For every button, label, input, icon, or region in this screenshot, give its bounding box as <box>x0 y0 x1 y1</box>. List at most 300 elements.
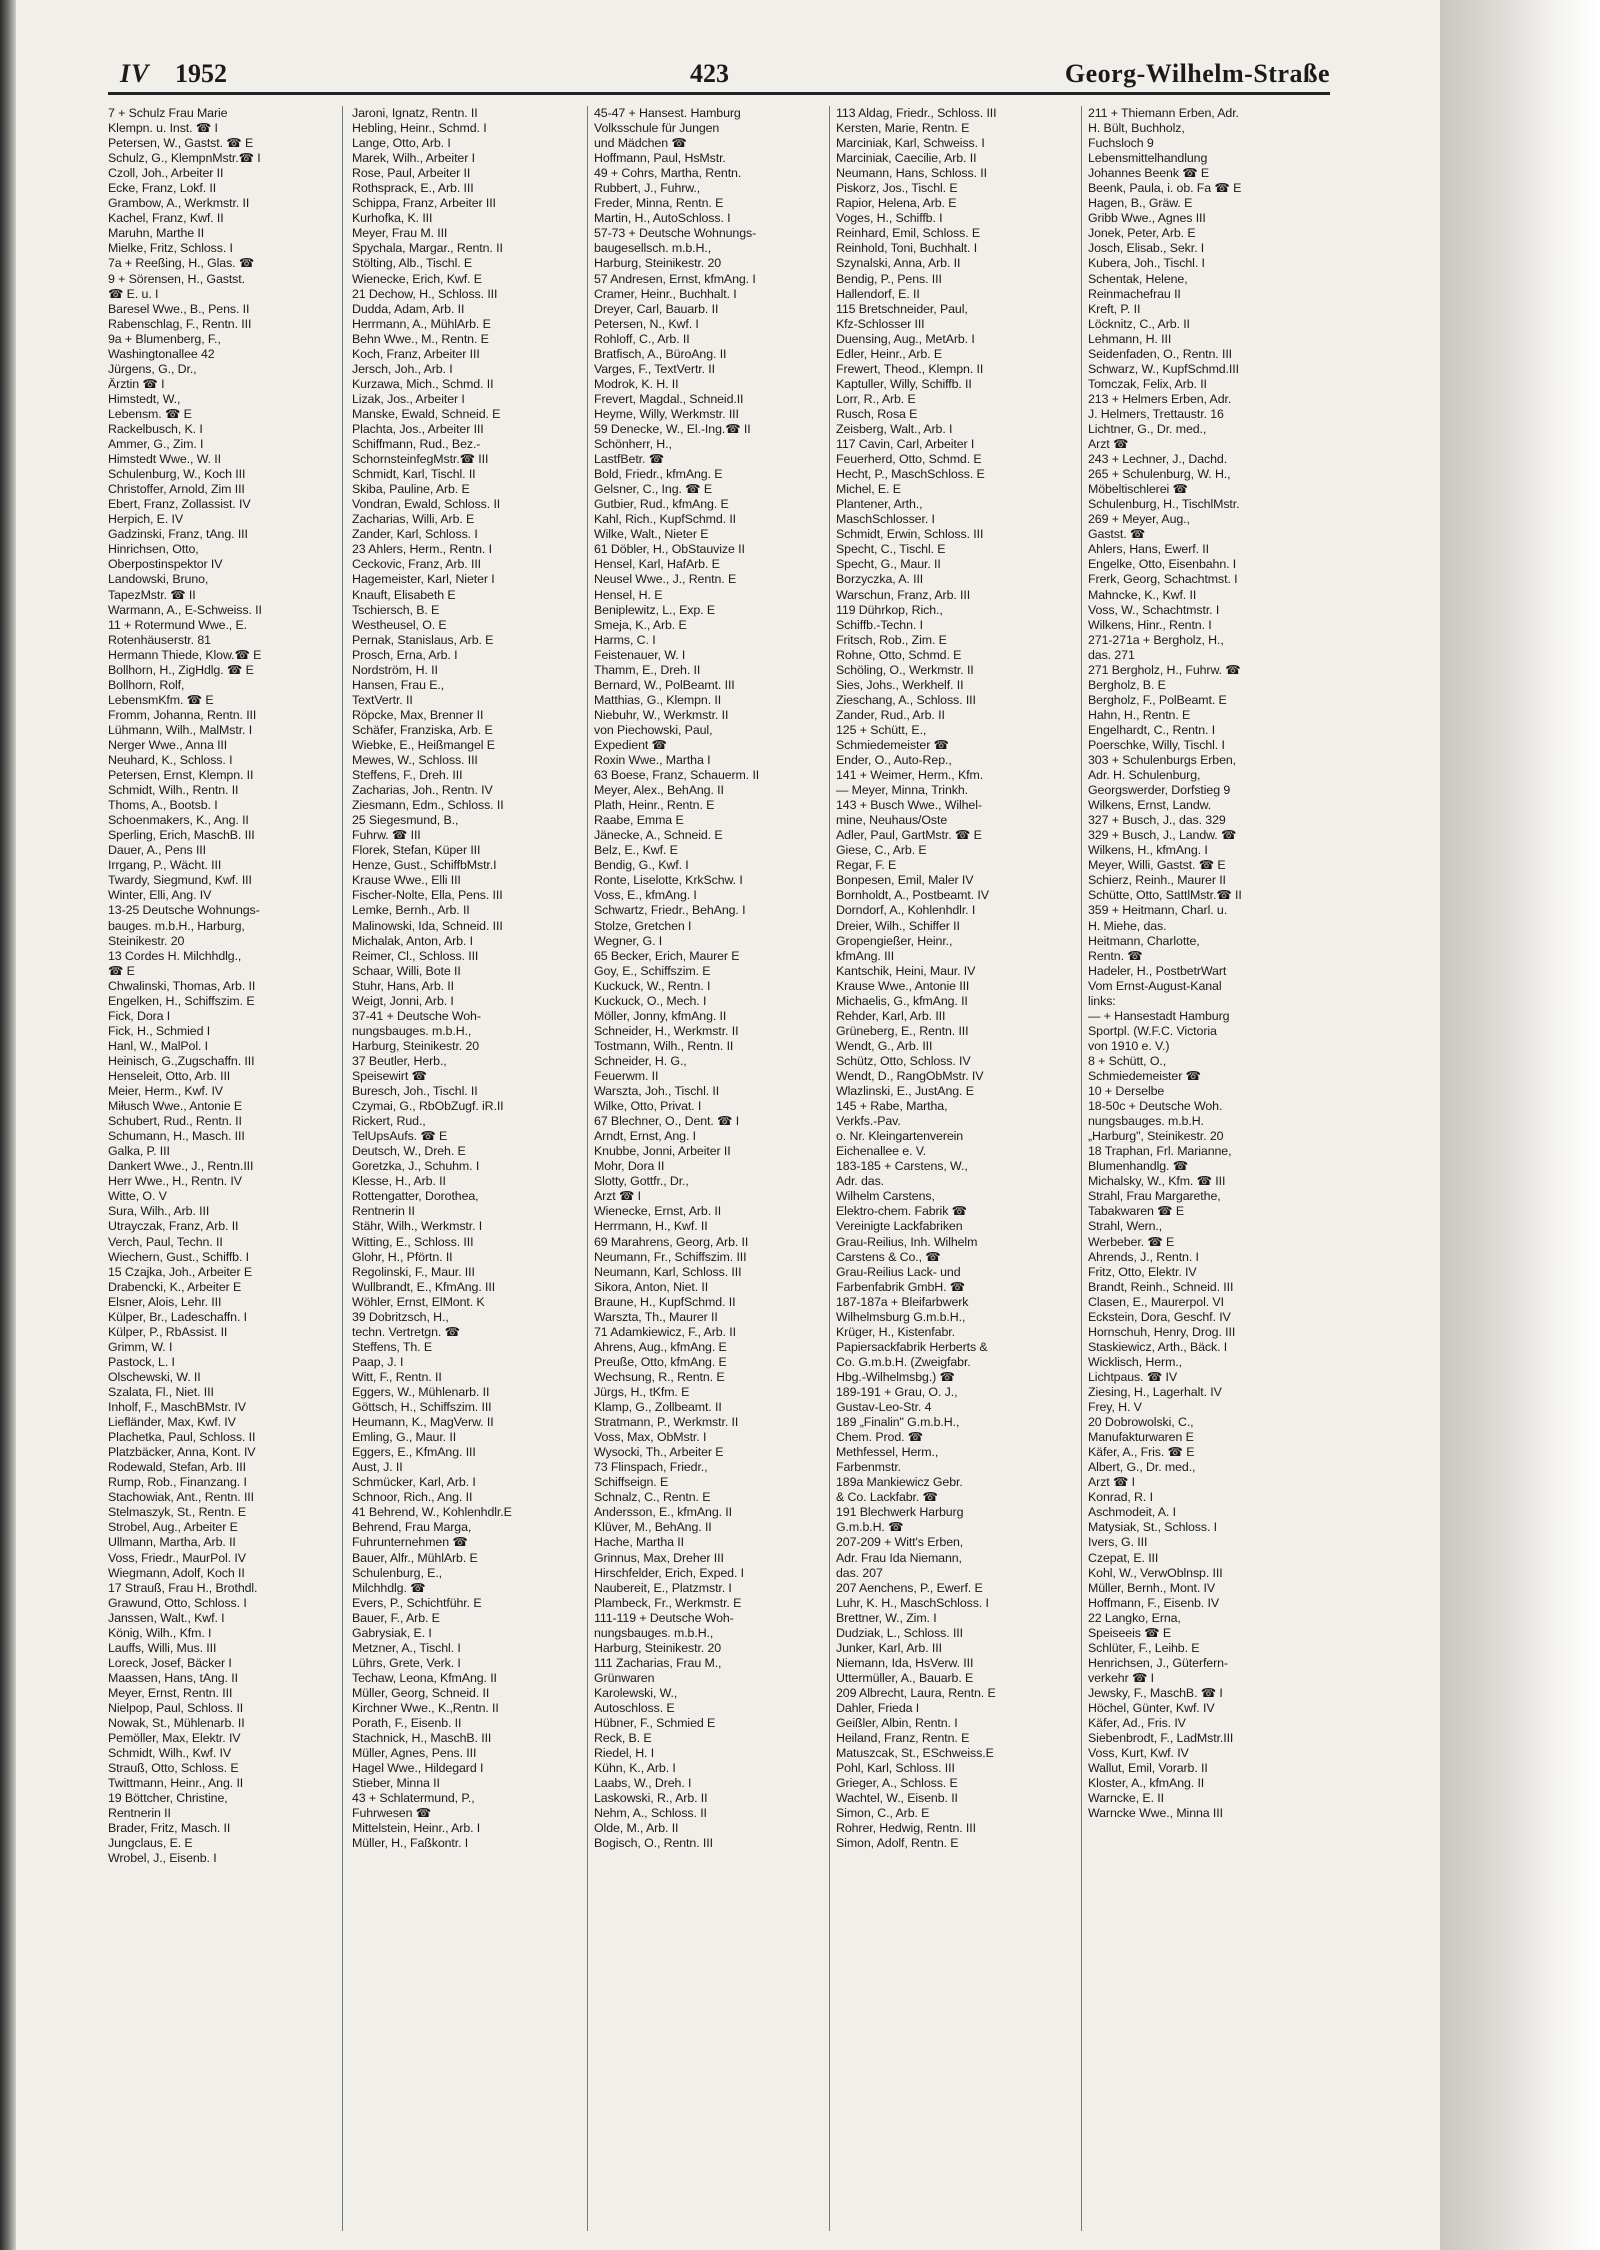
directory-entry: das. 207 <box>836 1565 883 1580</box>
directory-entry: Külper, P., RbAssist. II <box>108 1324 228 1339</box>
directory-entry: Fritsch, Rob., Zim. E <box>836 632 947 647</box>
directory-entry: Bergholz, F., PolBeamt. E <box>1088 692 1227 707</box>
directory-entry: 7a + Reeßing, H., Glas. ☎ <box>108 256 255 271</box>
directory-entry: und Mädchen ☎ <box>594 136 687 151</box>
directory-entry: Marciniak, Caecilie, Arb. II <box>836 151 977 166</box>
directory-entry: Schneider, H. G., <box>594 1053 687 1068</box>
directory-entry: Warncke, E. II <box>1088 1791 1164 1806</box>
directory-entry: Wilke, Walt., Nieter E <box>594 527 709 542</box>
directory-entry: Krause Wwe., Antonie III <box>836 978 970 993</box>
directory-entry: Kurzawa, Mich., Schmd. II <box>352 376 494 391</box>
directory-entry: Mielke, Fritz, Schloss. I <box>108 241 233 256</box>
directory-entry: Schnoor, Rich., Ang. II <box>352 1490 473 1505</box>
directory-entry: Mahncke, K., Kwf. II <box>1088 587 1197 602</box>
directory-entry: — Meyer, Minna, Trinkh. <box>836 783 968 798</box>
directory-entry: Petersen, N., Kwf. I <box>594 316 699 331</box>
directory-entry: 327 + Busch, J., das. 329 <box>1088 813 1226 828</box>
directory-entry: Autoschloss. E <box>594 1700 675 1715</box>
directory-entry: Bergholz, B. E <box>1088 677 1166 692</box>
directory-entry: Lange, Otto, Arb. I <box>352 136 451 151</box>
directory-entry: bauges. m.b.H., Harburg, <box>108 918 245 933</box>
directory-entry: Ceckovic, Franz, Arb. III <box>352 557 482 572</box>
directory-entry: Schütz, Otto, Schloss. IV <box>836 1053 971 1068</box>
directory-entry: TapezMstr. ☎ II <box>108 587 196 602</box>
directory-entry: Regolinski, F., Maur. III <box>352 1264 475 1279</box>
directory-entry: Nehm, A., Schloss. II <box>594 1806 707 1821</box>
directory-entry: Ziesing, H., Lagerhalt. IV <box>1088 1384 1222 1399</box>
directory-entry: Frevert, Magdal., Schneid.II <box>594 391 744 406</box>
directory-entry: Rentnerin II <box>108 1806 171 1821</box>
directory-entry: Hornschuh, Henry, Drog. III <box>1088 1324 1236 1339</box>
directory-entry: Matysiak, St., Schloss. I <box>1088 1520 1218 1535</box>
directory-entry: Rapior, Helena, Arb. E <box>836 196 957 211</box>
directory-entry: Löcknitz, C., Arb. II <box>1088 316 1190 331</box>
directory-entry: Buresch, Joh., Tischl. II <box>352 1084 478 1099</box>
directory-entry: Wegner, G. I <box>594 933 663 948</box>
directory-entry: Warncke Wwe., Minna III <box>1088 1806 1223 1821</box>
directory-entry: Bold, Friedr., kfmAng. E <box>594 467 723 482</box>
directory-entry: Christoffer, Arnold, Zim III <box>108 482 245 497</box>
directory-entry: Strauß, Otto, Schloss. E <box>108 1761 239 1776</box>
directory-entry: Marciniak, Karl, Schweiss. I <box>836 136 985 151</box>
street-name: Georg-Wilhelm-Straße <box>1064 59 1330 88</box>
directory-entry: Deutsch, W., Dreh. E <box>352 1144 466 1159</box>
directory-entry: Carstens & Co., ☎ <box>836 1249 941 1264</box>
directory-entry: 25 Siegesmund, B., <box>352 813 459 828</box>
directory-entry: Uttermüller, A., Bauarb. E <box>836 1670 974 1685</box>
directory-entry: Wiechern, Gust., Schiffb. I <box>108 1249 249 1264</box>
directory-entry: Petersen, W., Gastst. ☎ E <box>108 136 254 151</box>
page-number: 423 <box>690 59 729 88</box>
directory-entry: Voss, Kurt, Kwf. IV <box>1088 1746 1189 1761</box>
directory-entry: TelUpsAufs. ☎ E <box>352 1129 448 1144</box>
directory-entry: Specht, G., Maur. II <box>836 557 941 572</box>
directory-entry: Schulenburg, W., Koch III <box>108 467 246 482</box>
directory-entry: Petersen, Ernst, Klempn. II <box>108 768 254 783</box>
column-divider <box>1081 106 1082 2231</box>
directory-entry: 207 Aenchens, P., Ewerf. E <box>836 1580 983 1595</box>
directory-entry: Plachetka, Paul, Schloss. II <box>108 1430 256 1445</box>
directory-entry: Jonek, Peter, Arb. E <box>1088 226 1196 241</box>
directory-entry: Rump, Rob., Finanzang. I <box>108 1475 247 1490</box>
directory-entry: Stratmann, P., Werkmstr. II <box>594 1415 739 1430</box>
directory-entry: Bornholdt, A., Postbeamt. IV <box>836 888 989 903</box>
directory-entry: Fuhrunternehmen ☎ <box>352 1535 468 1550</box>
directory-entry: Grawund, Otto, Schloss. I <box>108 1595 247 1610</box>
directory-entry: Wendt, D., RangObMstr. IV <box>836 1069 984 1083</box>
directory-entry: 69 Marahrens, Georg, Arb. II <box>594 1234 749 1249</box>
directory-entry: links: <box>1088 993 1116 1008</box>
directory-entry: Olschewski, W. II <box>108 1369 201 1384</box>
directory-entry: Reinhold, Toni, Buchhalt. I <box>836 241 978 256</box>
directory-entry: Zacharias, Joh., Rentn. IV <box>352 783 493 798</box>
directory-entry: Michel, E. E <box>836 482 901 497</box>
directory-entry: Strobel, Aug., Arbeiter E <box>108 1520 238 1535</box>
directory-entry: Schütte, Otto, SattlMstr.☎ II <box>1088 888 1242 903</box>
directory-entry: Frewert, Theod., Klempn. II <box>836 361 984 376</box>
directory-entry: 57-73 + Deutsche Wohnungs- <box>594 226 757 241</box>
directory-entry: Fick, Dora I <box>108 1008 171 1023</box>
directory-entry: Strahl, Wern., <box>1088 1219 1163 1234</box>
page-edge <box>1440 0 1600 2250</box>
directory-entry: Loreck, Josef, Bäcker I <box>108 1655 232 1670</box>
directory-entry: Rentn. ☎ <box>1088 948 1143 963</box>
directory-entry: Knubbe, Jonni, Arbeiter II <box>594 1144 731 1159</box>
directory-entry: techn. Vertretgn. ☎ <box>352 1324 460 1339</box>
year-label: 1952 <box>175 59 227 88</box>
directory-entry: Roxin Wwe., Martha I <box>594 753 711 768</box>
directory-entry: Wrobel, J., Eisenb. I <box>108 1851 217 1866</box>
directory-entry: baugesellsch. m.b.H., <box>594 241 712 256</box>
directory-entry: Rehder, Karl, Arb. III <box>836 1008 946 1023</box>
directory-entry: Hoffmann, F., Eisenb. IV <box>1088 1595 1219 1610</box>
directory-entry: Kirchner Wwe., K.,Rentn. II <box>352 1700 499 1715</box>
directory-entry: Krüger, H., Kistenfabr. <box>836 1324 955 1339</box>
directory-entry: 329 + Busch, J., Landw. ☎ <box>1088 828 1237 843</box>
directory-entry: Steffens, F., Dreh. III <box>352 768 463 783</box>
directory-entry: Brandt, Reinh., Schneid. III <box>1088 1279 1234 1294</box>
directory-entry: 18-50c + Deutsche Woh. <box>1088 1099 1223 1114</box>
directory-entry: Hebling, Heinr., Schmd. I <box>352 121 487 136</box>
directory-entry: 20 Dobrowolski, C., <box>1088 1415 1194 1430</box>
volume-label: IV <box>120 59 150 88</box>
directory-entry: Adr. H. Schulenburg, <box>1088 768 1201 783</box>
directory-entry: Reinhard, Emil, Schloss. E <box>836 226 981 241</box>
directory-entry: 45-47 + Hansest. Hamburg <box>594 106 741 120</box>
directory-entry: Malinowski, Ida, Schneid. III <box>352 918 503 933</box>
directory-entry: von 1910 e. V.) <box>1088 1038 1170 1053</box>
directory-entry: Henseleit, Otto, Arb. III <box>108 1069 231 1083</box>
directory-entry: Kühn, K., Arb. I <box>594 1761 676 1776</box>
directory-entry: Hagel Wwe., Hildegard I <box>352 1761 484 1776</box>
directory-entry: Hensel, Karl, HafArb. E <box>594 557 720 572</box>
directory-entry: Pernak, Stanislaus, Arb. E <box>352 632 494 647</box>
directory-entry: Inholf, F., MaschBMstr. IV <box>108 1400 246 1415</box>
directory-entry: Jänecke, A., Schneid. E <box>594 828 723 843</box>
directory-entry: nungsbauges. m.b.H. <box>1088 1114 1204 1129</box>
directory-entry: Heiland, Franz, Rentn. E <box>836 1731 970 1746</box>
directory-entry: Blumenhandlg. ☎ <box>1088 1159 1189 1174</box>
directory-entry: H. Miehe, das. <box>1088 918 1167 933</box>
directory-entry: LastfBetr. ☎ <box>594 452 665 467</box>
directory-entry: Reimer, Cl., Schloss. III <box>352 948 479 963</box>
directory-entry: mine, Neuhaus/Oste <box>836 813 948 828</box>
directory-entry: Vom Ernst-August-Kanal <box>1088 978 1222 993</box>
book-spine <box>0 0 16 2250</box>
directory-entry: Schlüter, F., Leihb. E <box>1088 1640 1200 1655</box>
directory-entry: Stelmaszyk, St., Rentn. E <box>108 1505 246 1520</box>
directory-entry: Regar, F. E <box>836 858 897 873</box>
directory-entry: Milchhdlg. ☎ <box>352 1580 426 1595</box>
directory-entry: Müller, Georg, Schneid. II <box>352 1685 490 1700</box>
directory-entry: 13 Cordes H. Milchhdlg., <box>108 948 242 963</box>
directory-entry: Gribb Wwe., Agnes III <box>1088 211 1206 226</box>
directory-entry: Stuhr, Hans, Arb. II <box>352 978 454 993</box>
directory-entry: Rabenschlag, F., Rentn. III <box>108 316 252 331</box>
directory-entry: Höchel, Günter, Kwf. IV <box>1088 1700 1215 1715</box>
directory-entry: Rottengatter, Dorothea, <box>352 1189 479 1204</box>
directory-entry: H. Bült, Buchholz, <box>1088 121 1185 136</box>
directory-entry: Manske, Ewald, Schneid. E <box>352 406 501 421</box>
directory-entry: 359 + Heitmann, Charl. u. <box>1088 903 1228 918</box>
directory-entry: 211 + Thiemann Erben, Adr. <box>1088 106 1239 120</box>
directory-entry: Schmidt, Erwin, Schloss. III <box>836 527 984 542</box>
directory-entry: Metzner, A., Tischl. I <box>352 1640 461 1655</box>
directory-entry: Adr. das. <box>836 1174 885 1189</box>
directory-entry: Eckstein, Dora, Geschf. IV <box>1088 1309 1231 1324</box>
directory-entry: Wilke, Otto, Privat. I <box>594 1099 702 1114</box>
column-2 <box>352 106 580 2231</box>
directory-entry: Jersch, Joh., Arb. I <box>352 361 453 376</box>
directory-entry: Platzbäcker, Anna, Kont. IV <box>108 1445 256 1460</box>
directory-entry: Olde, M., Arb. II <box>594 1821 679 1836</box>
directory-entry: Preuße, Otto, kfmAng. E <box>594 1354 727 1369</box>
directory-entry: Adr. Frau Ida Niemann, <box>836 1550 962 1565</box>
directory-entry: Lebensmittelhandlung <box>1088 151 1208 166</box>
directory-entry: Eggers, E., KfmAng. III <box>352 1445 476 1460</box>
directory-entry: Kfz-Schlosser III <box>836 316 925 331</box>
directory-entry: Lizak, Jos., Arbeiter I <box>352 391 465 406</box>
directory-entry: Schierz, Reinh., Maurer II <box>1088 873 1226 888</box>
directory-entry: Clasen, E., Maurerpol. VI <box>1088 1294 1224 1309</box>
directory-entry: Galka, P. III <box>108 1144 170 1159</box>
directory-entry: Beenk, Paula, i. ob. Fa ☎ E <box>1088 181 1242 196</box>
directory-entry: Feistenauer, W. I <box>594 647 686 662</box>
directory-entry: Miłusch Wwe., Antonie E <box>108 1099 243 1114</box>
directory-entry: Oberpostinspektor IV <box>108 557 223 572</box>
directory-entry: Hagen, B., Gräw. E <box>1088 196 1193 211</box>
directory-entry: Czymai, G., RbObZugf. iR.II <box>352 1099 504 1114</box>
directory-entry: Voss, Max, ObMstr. I <box>594 1430 707 1445</box>
directory-entry: Schippa, Franz, Arbeiter III <box>352 196 496 211</box>
directory-entry: Evers, P., Schichtführ. E <box>352 1595 482 1610</box>
directory-entry: Engelhardt, C., Rentn. I <box>1088 722 1216 737</box>
directory-entry: Heinisch, G.,Zugschaffn. III <box>108 1053 255 1068</box>
directory-entry: Vereinigte Lackfabriken <box>836 1219 963 1234</box>
directory-entry: Wachtel, W., Eisenb. II <box>836 1791 958 1806</box>
directory-entry: Dorndorf, A., Kohlenhdlr. I <box>836 903 976 918</box>
directory-entry: 9a + Blumenberg, F., <box>108 331 221 346</box>
directory-entry: Lemke, Bernh., Arb. II <box>352 903 470 918</box>
directory-entry: Speiseeis ☎ E <box>1088 1625 1172 1640</box>
directory-entry: Wlazlinski, E., JustAng. E <box>836 1084 974 1099</box>
directory-entry: Kachel, Franz, Kwf. II <box>108 211 224 226</box>
directory-entry: Koch, Franz, Arbeiter III <box>352 346 480 361</box>
directory-entry: Sies, Johs., Werkhelf. II <box>836 677 964 692</box>
directory-entry: 11 + Rotermund Wwe., E. <box>108 617 247 632</box>
directory-entry: TextVertr. II <box>352 692 413 707</box>
directory-entry: Freder, Minna, Rentn. E <box>594 196 724 211</box>
directory-entry: Rentnerin II <box>352 1204 415 1219</box>
directory-entry: Harburg, Steinikestr. 20 <box>594 1640 722 1655</box>
directory-entry: Maassen, Hans, tAng. II <box>108 1670 238 1685</box>
directory-entry: Hbg.-Wilhelmsbg.) ☎ <box>836 1369 955 1384</box>
directory-entry: Harburg, Steinikestr. 20 <box>352 1038 480 1053</box>
directory-entry: Gustav-Leo-Str. 4 <box>836 1400 932 1415</box>
directory-entry: Staskiewicz, Arth., Bäck. I <box>1088 1339 1228 1354</box>
directory-entry: „Harburg", Steinikestr. 20 <box>1088 1129 1224 1144</box>
directory-entry: Henrichsen, J., Güterfern- <box>1088 1655 1228 1670</box>
directory-entry: Schmidt, Wilh., Rentn. II <box>108 783 239 798</box>
directory-entry: 183-185 + Carstens, W., <box>836 1159 968 1174</box>
directory-entry: Rickert, Rud., <box>352 1114 426 1129</box>
directory-entry: Hanl, W., MalPol. I <box>108 1038 209 1053</box>
directory-entry: Meyer, Alex., BehAng. II <box>594 783 724 798</box>
directory-entry: Pemöller, Max, Elektr. IV <box>108 1731 241 1746</box>
directory-entry: Smeja, K., Arb. E <box>594 617 687 632</box>
directory-entry: Gastst. ☎ <box>1088 527 1146 542</box>
directory-entry: 17 Strauß, Frau H., Brothdl. <box>108 1580 258 1595</box>
directory-entry: Meyer, Willi, Gastst. ☎ E <box>1088 858 1226 873</box>
directory-entry: Wicklisch, Herm., <box>1088 1354 1182 1369</box>
directory-entry: Hirschfelder, Erich, Exped. I <box>594 1565 744 1580</box>
directory-entry: Schmidt, Wilh., Kwf. IV <box>108 1746 232 1761</box>
directory-entry: Landowski, Bruno, <box>108 572 209 587</box>
directory-entry: Lührs, Grete, Verk. I <box>352 1655 461 1670</box>
directory-entry: Klamp, G., Zollbeamt. II <box>594 1400 722 1415</box>
directory-entry: Naubereit, E., Platzmstr. I <box>594 1580 732 1595</box>
directory-entry: Grüneberg, E., Rentn. III <box>836 1023 969 1038</box>
directory-entry: Klüver, M., BehAng. II <box>594 1520 712 1535</box>
directory-entry: Neuhard, K., Schloss. I <box>108 753 233 768</box>
directory-entry: — + Hansestadt Hamburg <box>1088 1008 1230 1023</box>
directory-entry: Florek, Stefan, Küper III <box>352 843 481 858</box>
directory-entry: Stähr, Wilh., Werkmstr. I <box>352 1219 483 1234</box>
directory-entry: 49 + Cohrs, Martha, Rentn. <box>594 166 742 181</box>
column-3 <box>594 106 822 2231</box>
directory-entry: Schnalz, C., Rentn. E <box>594 1490 711 1505</box>
directory-entry: Seidenfaden, O., Rentn. III <box>1088 346 1233 361</box>
directory-entry: 57 Andresen, Ernst, kfmAng. I <box>594 271 756 286</box>
directory-entry: Gelsner, C., Ing. ☎ E <box>594 482 713 497</box>
directory-entry: Arzt ☎ I <box>1088 1475 1135 1490</box>
directory-entry: 209 Albrecht, Laura, Rentn. E <box>836 1685 996 1700</box>
directory-entry: Kohl, W., VerwOblnsp. III <box>1088 1565 1223 1580</box>
directory-entry: 119 Dührkop, Rich., <box>836 602 943 617</box>
directory-entry: Michalsky, W., Kfm. ☎ III <box>1088 1174 1226 1189</box>
directory-entry: Michaelis, G., kfmAng. II <box>836 993 968 1008</box>
directory-entry: Emling, G., Maur. II <box>352 1430 457 1445</box>
directory-entry: Henze, Gust., SchiffbMstr.I <box>352 858 497 873</box>
directory-entry: 22 Langko, Erna, <box>1088 1610 1181 1625</box>
directory-entry: Andersson, E., kfmAng. II <box>594 1505 732 1520</box>
directory-entry: Warmann, A., E-Schweiss. II <box>108 602 262 617</box>
directory-entry: Göttsch, H., Schiffszim. III <box>352 1400 492 1415</box>
directory-entry: Szynalski, Anna, Arb. II <box>836 256 961 271</box>
directory-entry: 43 + Schlatermund, P., <box>352 1791 475 1806</box>
directory-entry: Janssen, Walt., Kwf. I <box>108 1610 225 1625</box>
directory-entry: Albert, G., Dr. med., <box>1088 1460 1196 1475</box>
column-1 <box>108 106 332 2231</box>
directory-entry: Warszta, Th., Maurer II <box>594 1309 718 1324</box>
directory-entry: Utrayczak, Franz, Arb. II <box>108 1219 239 1234</box>
directory-entry: Engelken, H., Schiffszim. E <box>108 993 255 1008</box>
directory-entry: Grünwaren <box>594 1670 655 1685</box>
directory-entry: Winter, Elli, Ang. IV <box>108 888 212 903</box>
directory-entry: 111 Zacharias, Frau M., <box>594 1655 722 1670</box>
directory-entry: Manufakturwaren E <box>1088 1430 1194 1445</box>
directory-entry: Kersten, Marie, Rentn. E <box>836 121 970 136</box>
directory-entry: Frerk, Georg, Schachtmst. I <box>1088 572 1238 587</box>
directory-entry: Zander, Karl, Schloss. I <box>352 527 478 542</box>
directory-entry: & Co. Lackfabr. ☎ <box>836 1490 938 1505</box>
directory-entry: Baresel Wwe., B., Pens. II <box>108 301 250 316</box>
directory-entry: Goy, E., Schiffszim. E <box>594 963 711 978</box>
directory-entry: Fuhrwesen ☎ <box>352 1806 432 1821</box>
directory-entry: Steinikestr. 20 <box>108 933 185 948</box>
directory-entry: Grieger, A., Schloss. E <box>836 1776 958 1791</box>
directory-entry: Müller, H., Faßkontr. I <box>352 1836 469 1851</box>
directory-entry: Plantener, Arth., <box>836 497 923 512</box>
directory-entry: 39 Dobritzsch, H., <box>352 1309 449 1324</box>
directory-entry: Skiba, Pauline, Arb. E <box>352 482 470 497</box>
directory-entry: Niemann, Ida, HsVerw. III <box>836 1655 974 1670</box>
directory-entry: Zander, Rud., Arb. II <box>836 707 945 722</box>
directory-entry: Kreft, P. II <box>1088 301 1141 316</box>
directory-entry: Wilkens, H., kfmAng. I <box>1088 843 1208 858</box>
directory-entry: Wullbrandt, E., KfmAng. III <box>352 1279 496 1294</box>
directory-entry: Czepat, E. III <box>1088 1550 1159 1565</box>
directory-entry: Poerschke, Willy, Tischl. I <box>1088 737 1225 752</box>
directory-entry: Wilkens, Hinr., Rentn. I <box>1088 617 1212 632</box>
directory-entry: Hübner, F., Schmied E <box>594 1716 716 1731</box>
directory-entry: Luhr, K. H., MaschSchloss. I <box>836 1595 989 1610</box>
directory-entry: Brader, Fritz, Masch. II <box>108 1821 231 1836</box>
directory-entry: Thoms, A., Bootsb. I <box>108 798 218 813</box>
directory-entry: Hecht, P., MaschSchloss. E <box>836 467 985 482</box>
directory-entry: Lühmann, Wilh., MalMstr. I <box>108 722 253 737</box>
directory-entry: Wienecke, Erich, Kwf. E <box>352 271 482 286</box>
directory-entry: 7 + Schulz Frau Marie <box>108 106 228 120</box>
directory-entry: Heitmann, Charlotte, <box>1088 933 1200 948</box>
directory-entry: Konrad, R. I <box>1088 1490 1153 1505</box>
directory-entry: Heyme, Willy, Werkmstr. III <box>594 406 739 421</box>
directory-entry: Beniplewitz, L., Exp. E <box>594 602 715 617</box>
directory-entry: Arzt ☎ I <box>594 1189 641 1204</box>
directory-entry: Nielpop, Paul, Schloss. II <box>108 1700 244 1715</box>
directory-entry: Georgswerder, Dorfstieg 9 <box>1088 783 1231 798</box>
directory-entry: Mewes, W., Schloss. III <box>352 753 478 768</box>
directory-entry: Dudda, Adam, Arb. II <box>352 301 465 316</box>
directory-entry: Feuerherd, Otto, Schmd. E <box>836 452 982 467</box>
directory-entry: Schiffseign. E <box>594 1475 669 1490</box>
directory-entry: Martin, H., AutoSchloss. I <box>594 211 731 226</box>
directory-entry: Bendig, G., Kwf. I <box>594 858 689 873</box>
directory-entry: 117 Cavin, Carl, Arbeiter I <box>836 437 975 452</box>
directory-entry: 191 Blechwerk Harburg <box>836 1505 964 1520</box>
directory-entry: nungsbauges. m.b.H., <box>594 1625 714 1640</box>
directory-entry: Wallut, Emil, Vorarb. II <box>1088 1761 1208 1776</box>
directory-entry: Fuhrw. ☎ III <box>352 828 421 843</box>
directory-entry: Stölting, Alb., Tischl. E <box>352 256 473 271</box>
directory-entry: 65 Becker, Erich, Maurer E <box>594 948 740 963</box>
directory-entry: Schmiedemeister ☎ <box>836 737 949 752</box>
directory-entry: Papiersackfabrik Herberts & <box>836 1339 988 1354</box>
page-header <box>120 55 1330 95</box>
directory-entry: Siebenbrodt, F., LadMstr.III <box>1088 1731 1234 1746</box>
column-5 <box>1088 106 1330 2231</box>
directory-entry: Behrend, Frau Marga, <box>352 1520 472 1535</box>
directory-entry: Thamm, E., Dreh. II <box>594 662 701 677</box>
directory-entry: Fischer-Nolte, Ella, Pens. III <box>352 888 503 903</box>
directory-entry: Ender, O., Auto-Rep., <box>836 753 952 768</box>
directory-entry: 13-25 Deutsche Wohnungs- <box>108 903 260 918</box>
directory-entry: Herrmann, A., MühlArb. E <box>352 316 491 331</box>
directory-entry: Ahrends, J., Rentn. I <box>1088 1249 1199 1264</box>
directory-entry: Sura, Wilh., Arb. III <box>108 1204 210 1219</box>
directory-entry: Knauft, Elisabeth E <box>352 587 456 602</box>
directory-entry: Modrok, K. H. II <box>594 376 679 391</box>
